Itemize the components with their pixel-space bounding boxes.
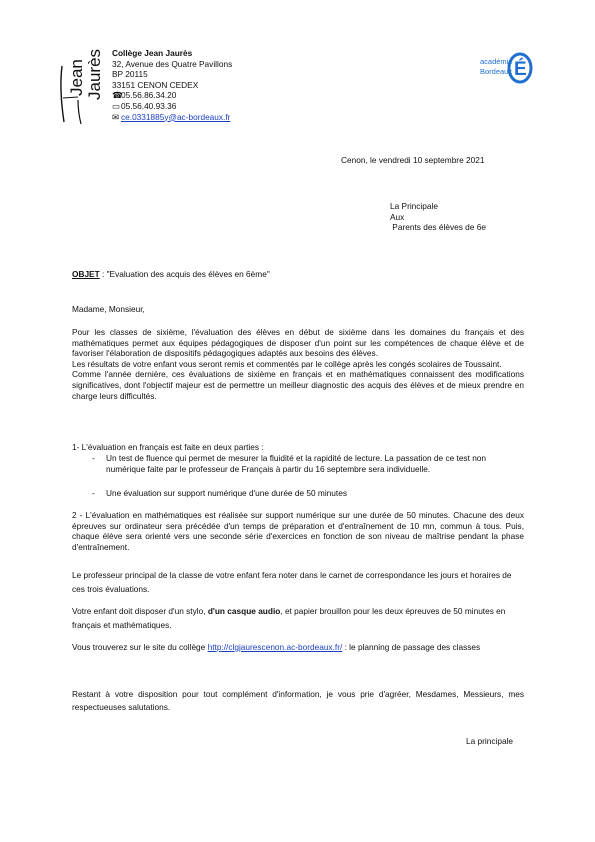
french-bullet-2-text: Une évaluation sur support numérique d'une durée de 50 minutes [106,488,347,498]
equipment-text-b: , et papier brouillon pour les deux épreuves de 50 minutes en français et mathématiques. [72,606,506,630]
closing-paragraph [72,688,524,713]
recipient-line: Aux [390,211,405,222]
equipment-headset: d'un casque audio [207,606,281,616]
svg-text:Jean: Jean [67,59,86,96]
closing-text: Restant à votre disposition pour tout complément d'information, je vous prie d'agréer, Mesdames, Messieurs, mes respectueuses salutations. [72,689,524,712]
maths-text: 2 - L'évaluation en mathématiques est réalisée sur support numérique sur une durée de 50 minutes. Chacune des deux épreuves sur ordinateur sera précédée d'un temps de préparation et d'entraînement de 10 mn, commun à tous. Puis, chaque élève sera orienté vers une seconde série d'exercices en fonction de son niveau de maîtrise pendant la phase d'entraînement. [72,510,524,552]
website-text-a: Vous trouverez sur le site du collège [72,642,208,652]
subject-line [72,269,270,280]
equipment-text-a: Votre enfant doit disposer d'un stylo, [72,606,208,616]
paragraph-intro: Pour les classes de sixième, l'évaluation des élèves en début de sixième dans les domaines du français et des mathématiques permet aux équipes pédagogiques de disposer d'un point sur les compétences de chaque élève et de favoriser l'élaboration de dispositifs pédagogiques adaptés aux besoins des élèves. [72,327,524,359]
website-paragraph [72,640,520,654]
phone-line [112,90,232,101]
college-website-link[interactable]: http://clgjaurescenon.ac-bordeaux.fr/ [207,642,343,652]
signature: La principale [466,736,514,746]
address-line: 32, Avenue des Quatre Pavillons [112,58,233,69]
recipient-block [390,201,486,233]
equipment-paragraph [72,604,520,632]
email-line [112,112,232,123]
subject-text: : "Evaluation des acquis des élèves en 6ème" [99,269,270,279]
fax-number: 05.56.40.93.36 [121,100,177,111]
recipient-line: Parents des élèves de 6e [390,222,486,233]
college-logo [58,42,108,126]
academy-logo-line1: académie [480,57,513,66]
intro-paragraphs [72,327,524,401]
greeting: Madame, Monsieur, [72,304,145,314]
french-bullet-1: - Un test de fluence qui permet de mesurer la fluidité et la rapidité de lecture. La passation de ce test non numérique faite par le professeur de Français à partir du 16 septembre sera individuelle. [92,453,516,474]
french-bullet-2: - Une évaluation sur support numérique d'une durée de 50 minutes [92,488,516,499]
paragraph-changes: Comme l'année dernière, ces évaluations de sixième en français et en mathématiques connaissent des modifications significatives, dont l'objectif majeur est de permettre un meilleur diagnostic des acquis des élèves et de mieux prendre en charge leurs difficultés. [72,369,524,401]
maths-paragraph [72,510,524,552]
address-line: BP 20115 [112,69,148,80]
teacher-paragraph [72,568,520,596]
paragraph-results: Les résultats de votre enfant vous seront remis et commentés par le collège après les congés scolaires de Toussaint. [72,358,502,369]
recipient-line: La Principale [390,201,438,211]
academie-bordeaux-logo [474,42,536,88]
telephone-icon: ☎ [112,90,123,101]
fax-line [112,101,232,112]
school-name: Collège Jean Jaurès [112,48,193,58]
svg-text:Jaurès: Jaurès [85,48,104,100]
academy-logo-line2: Bordeaux [480,67,513,76]
academy-logo-letter: É [514,59,527,80]
phone-number: 05.56.86.34.20 [121,90,177,101]
fax-icon: ▭ [112,100,120,111]
school-address-block [112,48,232,122]
teacher-text: Le professeur principal de la classe de votre enfant fera noter dans le carnet de correspondance les jours et horaires de ces trois évaluations. [72,570,512,594]
french-title: 1- L'évaluation en français est faite en deux parties : [72,442,264,452]
envelope-icon: ✉ [112,111,119,122]
subject-label: OBJET [72,269,100,279]
website-text-b: : le planning de passage des classes [342,642,481,652]
letter-date: Cenon, le vendredi 10 septembre 2021 [341,155,485,165]
address-line: 33151 CENON CEDEX [112,79,199,90]
email-link[interactable]: ce.0331885y@ac-bordeaux.fr [121,111,231,122]
french-bullet-1-text: Un test de fluence qui permet de mesurer la fluidité et la rapidité de lecture. La passation de ce test non numérique faite par le professeur de Français à partir du 16 septembre sera individuelle. [106,453,487,474]
